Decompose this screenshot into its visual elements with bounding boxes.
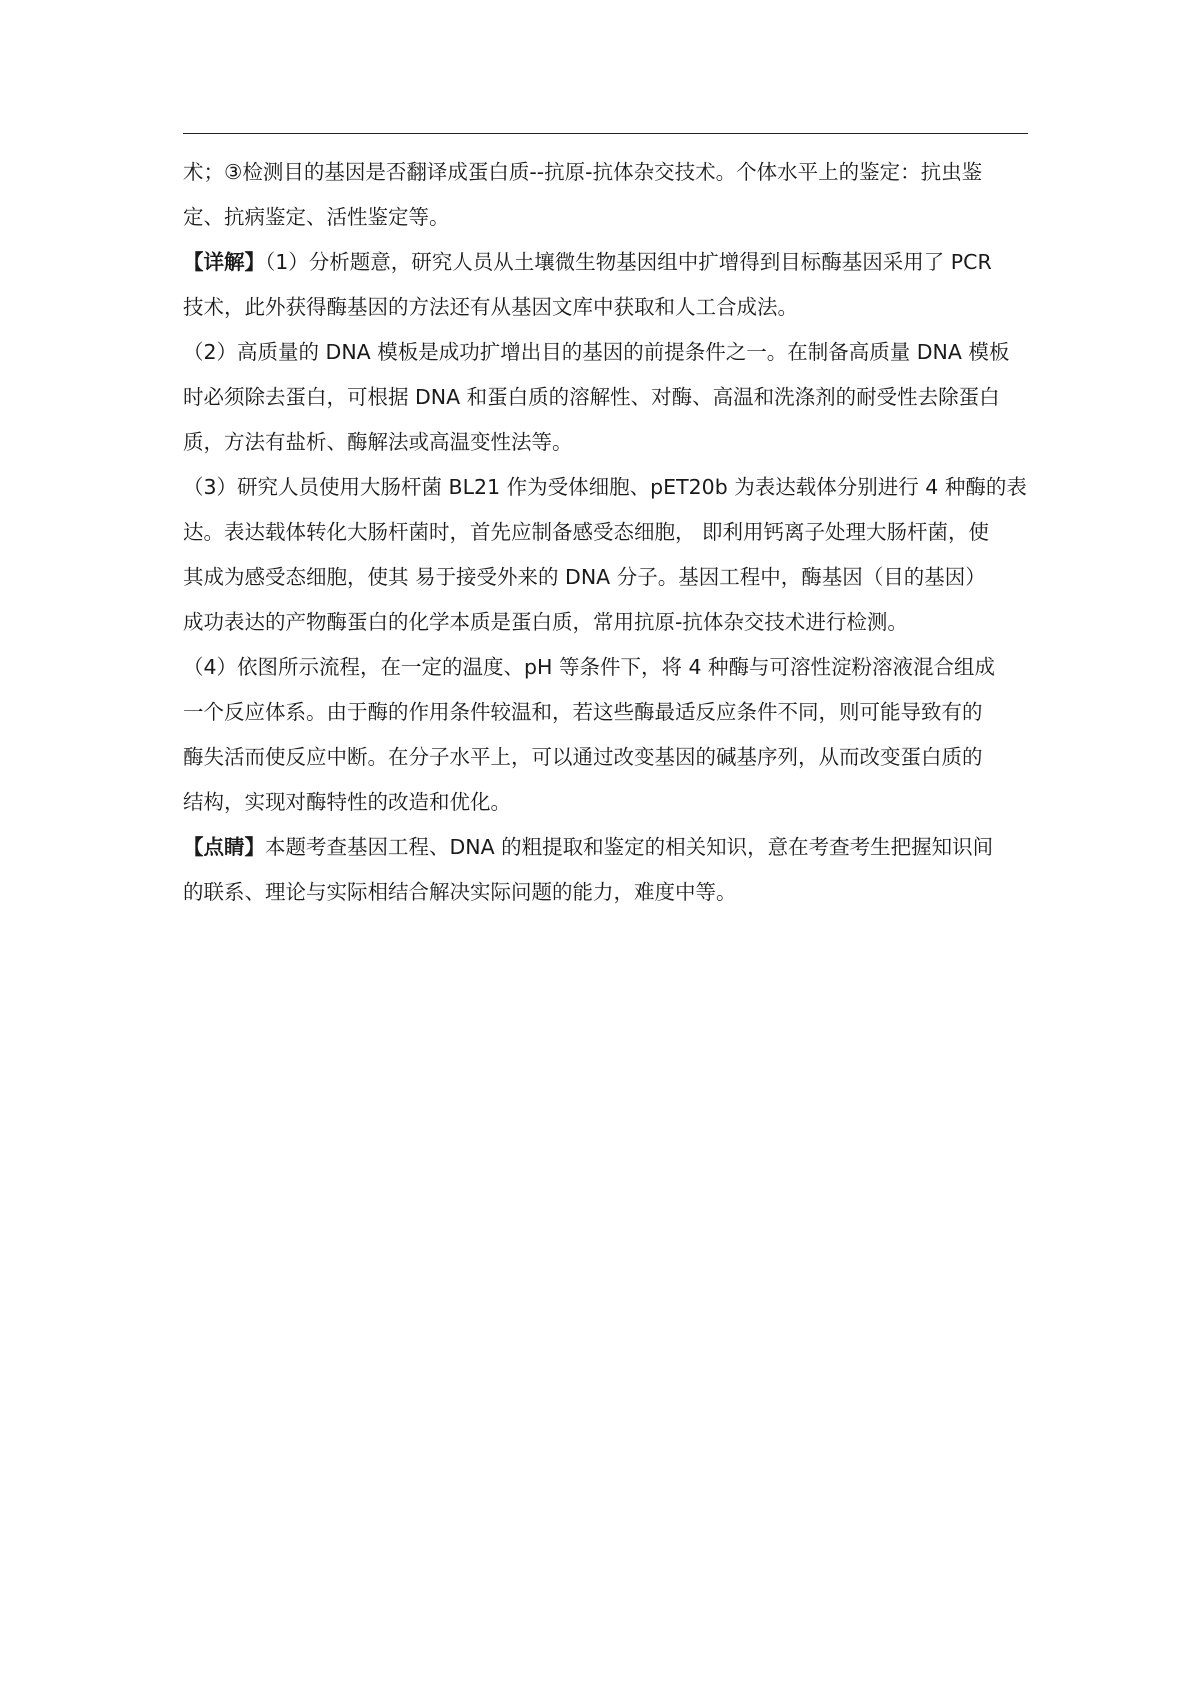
text-line: 达。表达载体转化大肠杆菌时，首先应制备感受态细胞， 即利用钙离子处理大肠杆菌，使 (183, 520, 990, 544)
text-line-content: 本题考查基因工程、DNA 的粗提取和鉴定的相关知识，意在考查考生把握知识间 (265, 835, 994, 859)
text-line (183, 825, 1029, 870)
section-label-xiangjie: 【详解】 (183, 250, 265, 274)
text-line: （4）依图所示流程，在一定的温度、pH 等条件下，将 4 种酶与可溶性淀粉溶液混合组成 (183, 655, 996, 679)
header-rule (183, 133, 1028, 134)
text-line: 技术，此外获得酶基因的方法还有从基因文库中获取和人工合成法。 (183, 295, 798, 319)
text-line: 酶失活而使反应中断。在分子水平上，可以通过改变基因的碱基序列，从而改变蛋白质的 (183, 745, 983, 769)
text-line: 成功表达的产物酶蛋白的化学本质是蛋白质，常用抗原-抗体杂交技术进行检测。 (183, 610, 908, 634)
text-line: （2）高质量的 DNA 模板是成功扩增出目的基因的前提条件之一。在制备高质量 DNA 模板 (183, 340, 1010, 364)
text-line: 一个反应体系。由于酶的作用条件较温和，若这些酶最适反应条件不同，则可能导致有的 (183, 700, 983, 724)
text-line: 其成为感受态细胞，使其 易于接受外来的 DNA 分子。基因工程中，酶基因（目的基因） (183, 565, 986, 589)
text-line: 的联系、理论与实际相结合解决实际问题的能力，难度中等。 (183, 880, 737, 904)
text-line: 质，方法有盐析、酶解法或高温变性法等。 (183, 430, 573, 454)
text-line: （3）研究人员使用大肠杆菌 BL21 作为受体细胞、pET20b 为表达载体分别进行 4 种酶的表 (183, 475, 1027, 499)
section-label-dianjing: 【点睛】 (183, 835, 265, 859)
text-line: 结构，实现对酶特性的改造和优化。 (183, 790, 511, 814)
text-line: 术；③检测目的基因是否翻译成蛋白质--抗原-抗体杂交技术。个体水平上的鉴定：抗虫鉴 (183, 160, 983, 184)
text-line-content: （1）分析题意，研究人员从土壤微生物基因组中扩增得到目标酶基因采用了 PCR (265, 250, 992, 274)
explanation-body (183, 150, 1029, 915)
text-line: 定、抗病鉴定、活性鉴定等。 (183, 205, 450, 229)
text-line: 时必须除去蛋白，可根据 DNA 和蛋白质的溶解性、对酶、高温和洗涤剂的耐受性去除蛋白 (183, 385, 1000, 409)
text-line (183, 240, 1029, 285)
